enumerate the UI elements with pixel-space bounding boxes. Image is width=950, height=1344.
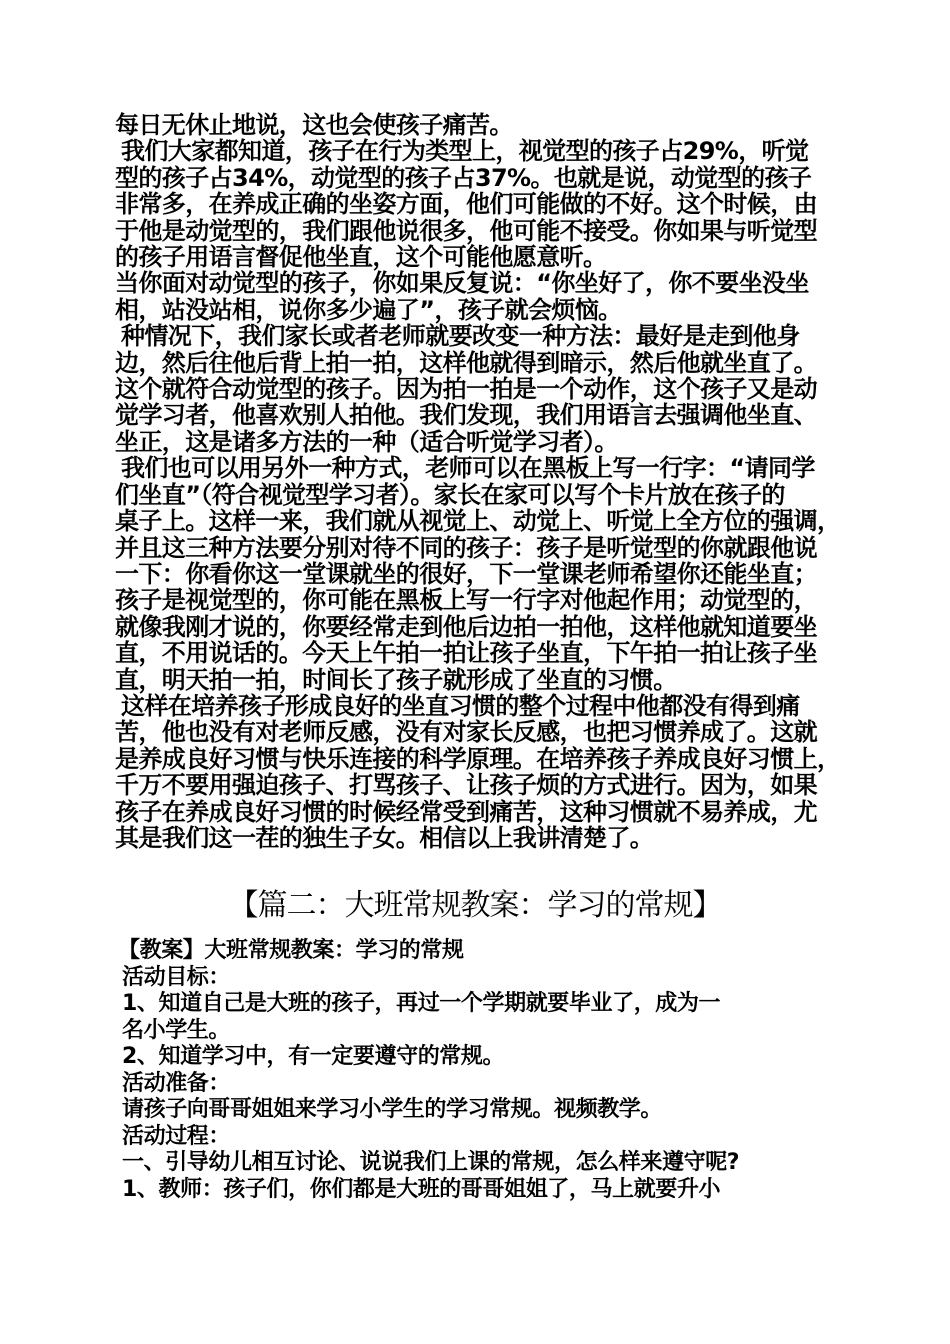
article-line: 孩子是视觉型的，你可能在黑板上写一行字对他起作用；动觉型的， xyxy=(115,586,817,615)
article-line: 相，站没站相，说你多少遍了”，孩子就会烦恼。 xyxy=(115,295,622,324)
article-line: 边，然后往他后背上拍一拍，这样他就得到暗示，然后他就坐直了。 xyxy=(115,348,817,377)
article-line: 苦，他也没有对老师反感，没有对家长反感，也把习惯养成了。这就 xyxy=(115,718,817,747)
lesson-plan-body xyxy=(118,938,838,1203)
article-line: 直，明天拍一拍，时间长了孩子就形成了坐直的习惯。 xyxy=(115,665,677,694)
lesson-line: 2、知道学习中，有一定要遵守的常规。 xyxy=(122,1044,505,1069)
lesson-line: 请孩子向哥哥姐姐来学习小学生的学习常规。视频教学。 xyxy=(122,1097,663,1122)
article-line: 当你面对动觉型的孩子，你如果反复说：“你坐好了，你不要坐没坐 xyxy=(115,269,809,298)
article-line: 就像我刚才说的，你要经常走到他后边拍一拍他，这样他就知道要坐 xyxy=(115,612,817,641)
article-line: 于他是动觉型的，我们跟他说很多，他可能不接受。你如果与听觉型 xyxy=(115,216,817,245)
lesson-line: 名小学生。 xyxy=(122,1017,231,1043)
article-line: 一下：你看你这一堂课就坐的很好，下一堂课老师希望你还能坐直； xyxy=(115,559,817,588)
article-line: 这个就符合动觉型的孩子。因为拍一拍是一个动作，这个孩子又是动 xyxy=(115,375,817,404)
article-line: 桌子上。这样一来，我们就从视觉上、动觉上、听觉上全方位的强调， xyxy=(115,507,841,536)
article-line: 们坐直”（符合视觉型学习者）。家长在家可以写个卡片放在孩子的 xyxy=(115,480,785,509)
article-line: 每日无休止地说，这也会使孩子痛苦。 xyxy=(115,111,513,139)
lesson-line: 一、引导幼儿相互讨论、说说我们上课的常规，怎么样来遵守呢? xyxy=(122,1150,740,1175)
section-title: 【篇二：大班常规教案：学习的常规】 xyxy=(228,888,722,923)
article-line: 是养成良好习惯与快乐连接的科学原理。在培养孩子养成良好习惯上， xyxy=(115,744,841,773)
article-line: 并且这三种方法要分别对待不同的孩子：孩子是听觉型的你就跟他说 xyxy=(115,533,817,562)
lesson-line: 活动目标： xyxy=(122,964,231,990)
article-line: 这样在培养孩子形成良好的坐直习惯的整个过程中他都没有得到痛 xyxy=(121,691,800,720)
article-line: 我们大家都知道，孩子在行为类型上，视觉型的孩子占29%，听觉 xyxy=(121,137,809,166)
lesson-heading: 【教案】大班常规教案：学习的常规 xyxy=(118,938,464,963)
lesson-line: 活动过程： xyxy=(122,1123,231,1149)
lesson-line: 活动准备： xyxy=(122,1070,231,1096)
article-line: 我们也可以用另外一种方式，老师可以在黑板上写一行字：“请同学 xyxy=(121,454,815,483)
article-line: 直，不用说话的。今天上午拍一拍让孩子坐直，下午拍一拍让孩子坐 xyxy=(115,639,817,668)
article-line: 觉学习者，他喜欢别人拍他。我们发现，我们用语言去强调他坐直、 xyxy=(115,401,817,430)
article-line: 的孩子用语言督促他坐直，这个可能他愿意听。 xyxy=(115,243,607,272)
article-line: 非常多，在养成正确的坐姿方面，他们可能做的不好。这个时候，由 xyxy=(115,190,817,219)
article-line: 型的孩子占34%，动觉型的孩子占37%。也就是说，动觉型的孩子 xyxy=(115,163,812,192)
article-line: 孩子在养成良好习惯的时候经常受到痛苦，这种习惯就不易养成，尤 xyxy=(115,797,817,826)
lesson-line: 1、教师：孩子们，你们都是大班的哥哥姐姐了，马上就要升小 xyxy=(122,1176,721,1202)
article-line: 坐正，这是诸多方法的一种（适合听觉学习者）。 xyxy=(115,427,618,456)
article-body xyxy=(115,112,845,851)
lesson-line: 1、知道自己是大班的孩子，再过一个学期就要毕业了，成为一 xyxy=(122,991,721,1016)
article-line: 千万不要用强迫孩子、打骂孩子、让孩子烦的方式进行。因为，如果 xyxy=(115,771,817,800)
article-line: 种情况下，我们家长或者老师就要改变一种方法：最好是走到他身 xyxy=(121,322,800,351)
article-line: 其是我们这一茬的独生子女。相信以上我讲清楚了。 xyxy=(115,823,654,852)
